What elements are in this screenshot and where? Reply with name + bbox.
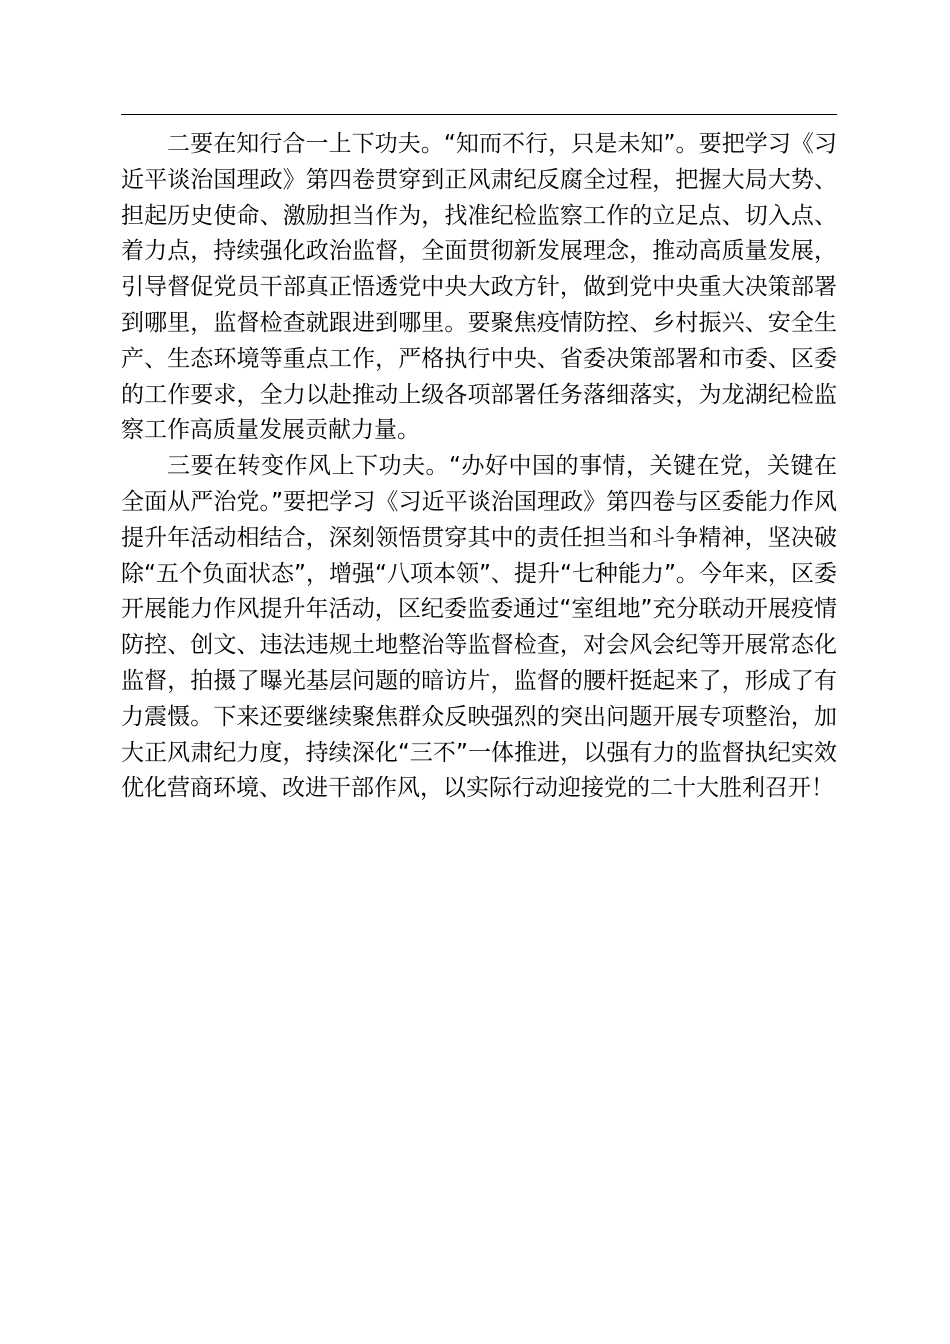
header-rule <box>121 114 837 115</box>
paragraph-three: 三要在转变作风上下功夫。“办好中国的事情，关键在党，关键在全面从严治党。”要把学习《习近平谈治国理政》第四卷与区委能力作风提升年活动相结合，深刻领悟贯穿其中的责任担当和斗争精神，坚决破除“五个负面状态”，增强“八项本领”、提升“七种能力”。今年来，区委开展能力作风提升年活动，区纪委监委通过“室组地”充分联动开展疫情防控、创文、违法违规土地整治等监督检查，对会风会纪等开展常态化监督，拍摄了曝光基层问题的暗访片，监督的腰杆挺起来了，形成了有力震慑。下来还要继续聚焦群众反映强烈的突出问题开展专项整治，加大正风肃纪力度，持续深化“三不”一体推进，以强有力的监督执纪实效优化营商环境、改进干部作风，以实际行动迎接党的二十大胜利召开！ <box>121 453 837 802</box>
paragraph-two: 二要在知行合一上下功夫。“知而不行，只是未知”。要把学习《习近平谈治国理政》第四卷贯穿到正风肃纪反腐全过程，把握大局大势、担起历史使命、激励担当作为，找准纪检监察工作的立足点、切入点、着力点，持续强化政治监督，全面贯彻新发展理念，推动高质量发展，引导督促党员干部真正悟透党中央大政方针，做到党中央重大决策部署到哪里，监督检查就跟进到哪里。要聚焦疫情防控、乡村振兴、安全生产、生态环境等重点工作，严格执行中央、省委决策部署和市委、区委的工作要求，全力以赴推动上级各项部署任务落细落实，为龙湖纪检监察工作高质量发展贡献力量。 <box>121 131 837 444</box>
document-body <box>121 127 837 807</box>
